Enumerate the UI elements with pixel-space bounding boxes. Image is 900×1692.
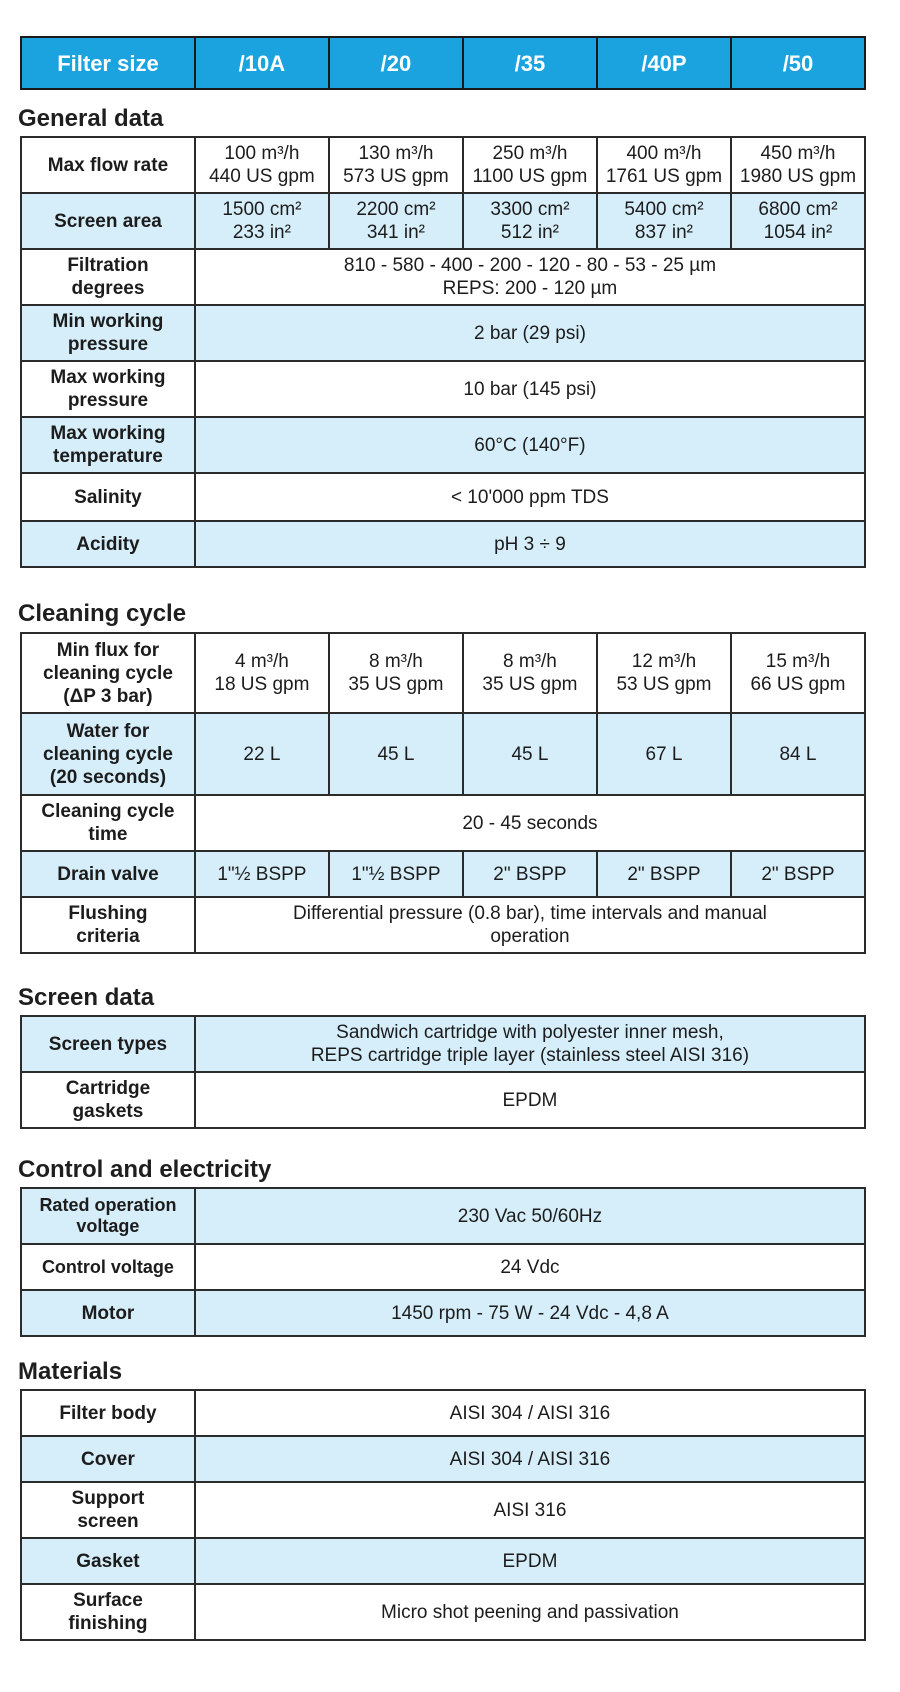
acidity-row [21, 521, 865, 567]
gaskets-row [21, 1072, 865, 1128]
control-table [20, 1187, 866, 1337]
control-voltage-value: 24 Vdc [195, 1244, 865, 1290]
general-data-title: General data [18, 105, 164, 132]
size-35: /35 [463, 37, 597, 89]
control-voltage-label: Control voltage [21, 1244, 195, 1290]
filter-size-header [20, 36, 866, 90]
salinity-value: < 10'000 ppm TDS [195, 473, 865, 521]
max-pressure-value: 10 bar (145 psi) [195, 361, 865, 417]
gasket-value: EPDM [195, 1538, 865, 1584]
general-data-table [20, 136, 866, 568]
drain-valve-value: 2" BSPP [463, 851, 597, 897]
cover-value: AISI 304 / AISI 316 [195, 1436, 865, 1482]
drain-valve-label: Drain valve [21, 851, 195, 897]
min-flux-value: 8 m³/h 35 US gpm [463, 633, 597, 713]
flushing-value: Differential pressure (0.8 bar), time intervals and manual operation [195, 897, 865, 953]
max-flow-value: 250 m³/h 1100 US gpm [463, 137, 597, 193]
water-value: 45 L [329, 713, 463, 795]
screen-area-value: 2200 cm² 341 in² [329, 193, 463, 249]
filter-size-label: Filter size [21, 37, 195, 89]
gasket-row [21, 1538, 865, 1584]
gaskets-value: EPDM [195, 1072, 865, 1128]
drain-valve-row [21, 851, 865, 897]
min-pressure-label: Min working pressure [21, 305, 195, 361]
screen-area-value: 5400 cm² 837 in² [597, 193, 731, 249]
water-row [21, 713, 865, 795]
max-flow-value: 400 m³/h 1761 US gpm [597, 137, 731, 193]
min-flux-value: 4 m³/h 18 US gpm [195, 633, 329, 713]
screen-area-row [21, 193, 865, 249]
screen-area-value: 1500 cm² 233 in² [195, 193, 329, 249]
cleaning-cycle-title: Cleaning cycle [18, 600, 187, 627]
screen-area-value: 3300 cm² 512 in² [463, 193, 597, 249]
cover-label: Cover [21, 1436, 195, 1482]
salinity-row [21, 473, 865, 521]
gaskets-label: Cartridge gaskets [21, 1072, 195, 1128]
water-label: Water for cleaning cycle (20 seconds) [21, 713, 195, 795]
screen-types-label: Screen types [21, 1016, 195, 1072]
materials-table [20, 1389, 866, 1641]
acidity-label: Acidity [21, 521, 195, 567]
filter-body-value: AISI 304 / AISI 316 [195, 1390, 865, 1436]
flushing-label: Flushing criteria [21, 897, 195, 953]
cycle-time-value: 20 - 45 seconds [195, 795, 865, 851]
acidity-value: pH 3 ÷ 9 [195, 521, 865, 567]
control-title: Control and electricity [18, 1156, 272, 1183]
water-value: 45 L [463, 713, 597, 795]
max-flow-value: 100 m³/h 440 US gpm [195, 137, 329, 193]
min-flux-label: Min flux for cleaning cycle (ΔP 3 bar) [21, 633, 195, 713]
max-pressure-row [21, 361, 865, 417]
min-flux-value: 12 m³/h 53 US gpm [597, 633, 731, 713]
rated-voltage-value: 230 Vac 50/60Hz [195, 1188, 865, 1244]
max-flow-value: 450 m³/h 1980 US gpm [731, 137, 865, 193]
salinity-label: Salinity [21, 473, 195, 521]
materials-title: Materials [18, 1358, 123, 1385]
surface-value: Micro shot peening and passivation [195, 1584, 865, 1640]
max-flow-value: 130 m³/h 573 US gpm [329, 137, 463, 193]
support-screen-row [21, 1482, 865, 1538]
drain-valve-value: 1"½ BSPP [195, 851, 329, 897]
flushing-row [21, 897, 865, 953]
max-temp-label: Max working temperature [21, 417, 195, 473]
water-value: 22 L [195, 713, 329, 795]
motor-row [21, 1290, 865, 1336]
surface-label: Surface finishing [21, 1584, 195, 1640]
surface-row [21, 1584, 865, 1640]
cleaning-cycle-table [20, 632, 866, 954]
size-50: /50 [731, 37, 865, 89]
motor-value: 1450 rpm - 75 W - 24 Vdc - 4,8 A [195, 1290, 865, 1336]
filtration-value: 810 - 580 - 400 - 200 - 120 - 80 - 53 - 25 µm REPS: 200 - 120 µm [195, 249, 865, 305]
max-temp-value: 60°C (140°F) [195, 417, 865, 473]
min-flux-row [21, 633, 865, 713]
min-flux-value: 8 m³/h 35 US gpm [329, 633, 463, 713]
drain-valve-value: 2" BSPP [731, 851, 865, 897]
filter-body-row [21, 1390, 865, 1436]
motor-label: Motor [21, 1290, 195, 1336]
cycle-time-label: Cleaning cycle time [21, 795, 195, 851]
rated-voltage-row [21, 1188, 865, 1244]
screen-area-value: 6800 cm² 1054 in² [731, 193, 865, 249]
cycle-time-row [21, 795, 865, 851]
size-40p: /40P [597, 37, 731, 89]
screen-data-table [20, 1015, 866, 1129]
support-screen-label: Support screen [21, 1482, 195, 1538]
screen-types-row [21, 1016, 865, 1072]
cover-row [21, 1436, 865, 1482]
rated-voltage-label: Rated operation voltage [21, 1188, 195, 1244]
size-20: /20 [329, 37, 463, 89]
max-flow-row [21, 137, 865, 193]
filtration-row [21, 249, 865, 305]
min-pressure-value: 2 bar (29 psi) [195, 305, 865, 361]
max-pressure-label: Max working pressure [21, 361, 195, 417]
drain-valve-value: 2" BSPP [597, 851, 731, 897]
min-flux-value: 15 m³/h 66 US gpm [731, 633, 865, 713]
water-value: 67 L [597, 713, 731, 795]
filter-body-label: Filter body [21, 1390, 195, 1436]
max-flow-label: Max flow rate [21, 137, 195, 193]
screen-data-title: Screen data [18, 984, 155, 1011]
max-temp-row [21, 417, 865, 473]
filtration-label: Filtration degrees [21, 249, 195, 305]
screen-types-value: Sandwich cartridge with polyester inner mesh, REPS cartridge triple layer (stainless steel AISI 316) [195, 1016, 865, 1072]
size-10a: /10A [195, 37, 329, 89]
control-voltage-row [21, 1244, 865, 1290]
screen-area-label: Screen area [21, 193, 195, 249]
gasket-label: Gasket [21, 1538, 195, 1584]
drain-valve-value: 1"½ BSPP [329, 851, 463, 897]
support-screen-value: AISI 316 [195, 1482, 865, 1538]
water-value: 84 L [731, 713, 865, 795]
min-pressure-row [21, 305, 865, 361]
